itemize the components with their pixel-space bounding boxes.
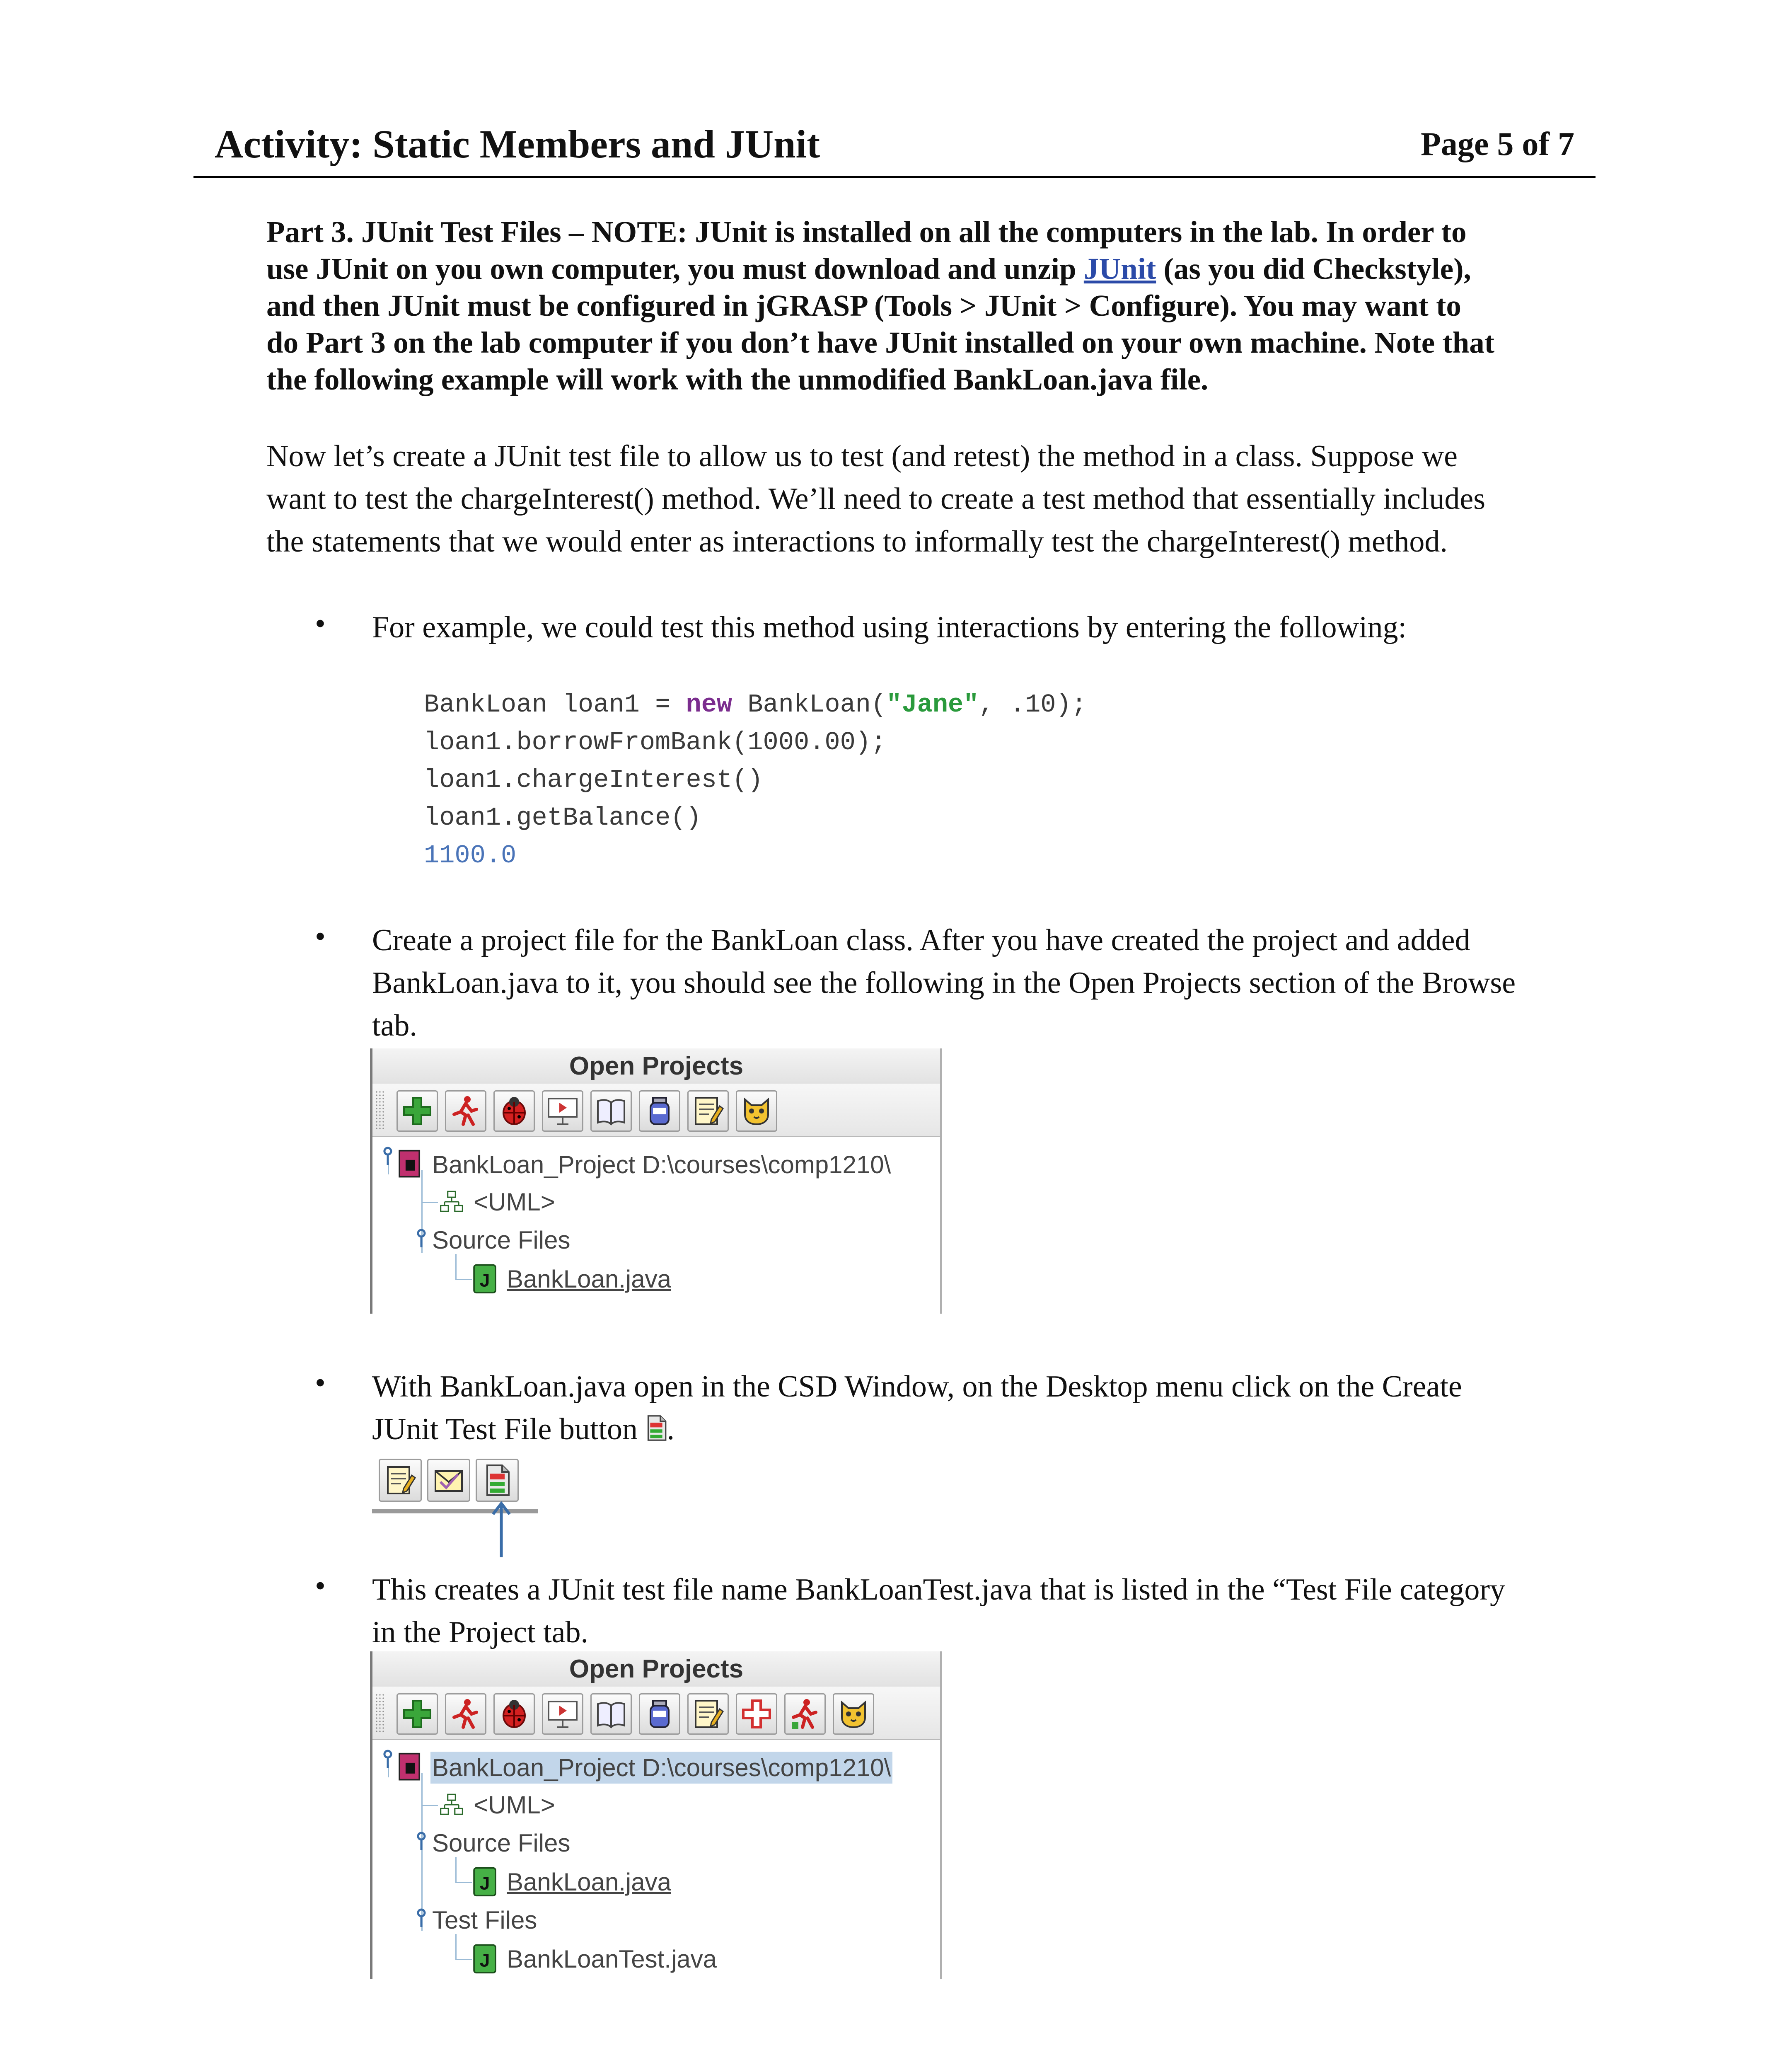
bullet-2-dot: • <box>315 920 326 954</box>
source-files-label: Source Files <box>432 1829 571 1857</box>
edit-test-button[interactable] <box>379 1459 422 1502</box>
run-button[interactable] <box>445 1693 486 1735</box>
bullet-4-line-2: in the Project tab. <box>372 1615 588 1649</box>
bullet-4-text <box>372 1569 1590 1654</box>
bullet-2-line-3: tab. <box>372 1009 417 1043</box>
present-button[interactable] <box>542 1090 583 1132</box>
add-red-icon <box>740 1697 773 1731</box>
jar-button[interactable] <box>639 1693 680 1735</box>
junit-link[interactable]: JUnit <box>1083 252 1156 286</box>
open-projects-panel-with-tests <box>370 1651 942 1979</box>
part3-line-4: do Part 3 on the lab computer if you don’t have JUnit installed on your own machine. Note that <box>266 326 1495 359</box>
code-line-1-a: BankLoan loan1 = <box>424 690 686 719</box>
debug-icon <box>498 1697 531 1731</box>
project-icon <box>397 1149 423 1180</box>
edit-icon <box>691 1094 725 1128</box>
panel-title: Open Projects <box>372 1651 940 1687</box>
create-junit-test-button[interactable] <box>476 1459 519 1502</box>
compile-test-icon <box>432 1464 465 1497</box>
debug-icon <box>498 1094 531 1128</box>
uml-node[interactable] <box>439 1786 557 1824</box>
part3-line-2-tail: (as you did Checkstyle), <box>1156 252 1471 286</box>
project-label: BankLoan_Project D:\courses\comp1210\ <box>430 1752 892 1784</box>
cat-icon <box>740 1094 773 1128</box>
code-line-1-c: , .10); <box>979 690 1087 719</box>
code-line-2: loan1.borrowFromBank(1000.00); <box>424 728 887 757</box>
bullet-3-text <box>372 1365 1590 1451</box>
expand-knob-icon[interactable] <box>415 1228 428 1248</box>
intro-paragraph <box>266 435 1580 563</box>
edit-icon <box>384 1464 417 1497</box>
part3-line-5: the following example will work with the unmodified BankLoan.java file. <box>266 363 1209 396</box>
uml-icon <box>439 1186 464 1217</box>
uml-label: <UML> <box>474 1791 555 1819</box>
create-junit-icon <box>481 1464 514 1497</box>
source-file-node[interactable] <box>472 1260 673 1298</box>
code-string-jane: "Jane" <box>886 690 979 719</box>
source-files-node[interactable] <box>430 1221 572 1259</box>
present-button[interactable] <box>542 1693 583 1735</box>
edit-button[interactable] <box>687 1693 729 1735</box>
book-icon <box>595 1697 628 1731</box>
edit-button[interactable] <box>687 1090 729 1132</box>
bullet-4-dot: • <box>315 1569 326 1603</box>
create-junit-icon <box>645 1414 667 1442</box>
test-file-node[interactable] <box>472 1940 718 1978</box>
documentation-button[interactable] <box>590 1090 632 1132</box>
add-icon <box>401 1697 434 1731</box>
toolbar-grip[interactable] <box>375 1090 384 1130</box>
project-node[interactable] <box>397 1748 892 1786</box>
code-line-3: loan1.chargeInterest() <box>424 765 763 795</box>
test-files-node[interactable] <box>430 1901 539 1939</box>
uml-node[interactable] <box>439 1183 557 1221</box>
arrow-up-icon <box>489 1500 514 1558</box>
code-block <box>424 686 1087 874</box>
bullet-1-text <box>372 606 1590 649</box>
part3-note <box>266 213 1580 398</box>
source-files-node[interactable] <box>430 1824 572 1862</box>
bullet-2-line-2: BankLoan.java to it, you should see the following in the Open Projects section of the Browse <box>372 966 1516 1000</box>
checkstyle-button[interactable] <box>736 1090 777 1132</box>
uml-label: <UML> <box>474 1188 555 1216</box>
code-keyword-new: new <box>686 690 733 719</box>
expand-knob-icon[interactable] <box>382 1749 394 1769</box>
open-projects-panel <box>370 1048 942 1314</box>
intro-line-2: want to test the chargeInterest() method. We’ll need to create a test method that essentially includes <box>266 482 1486 516</box>
run-green-icon <box>788 1697 822 1731</box>
bullet-2-line-1: Create a project file for the BankLoan class. After you have created the project and added <box>372 923 1470 957</box>
bullet-2-text <box>372 919 1590 1047</box>
project-icon <box>397 1752 423 1783</box>
source-file-label: BankLoan.java <box>507 1265 671 1293</box>
run-icon <box>449 1094 482 1128</box>
expand-knob-icon[interactable] <box>415 1831 428 1851</box>
header-page-number: Page 5 of 7 <box>1420 126 1574 162</box>
jar-icon <box>643 1094 676 1128</box>
bullet-3-dot: • <box>315 1366 326 1400</box>
project-label: BankLoan_Project D:\courses\comp1210\ <box>432 1150 891 1179</box>
run-button[interactable] <box>445 1090 486 1132</box>
compile-test-button[interactable] <box>427 1459 470 1502</box>
bullet-3-line-2-text: JUnit Test File button <box>372 1412 638 1446</box>
projects-toolbar <box>372 1084 940 1137</box>
source-file-node[interactable] <box>472 1863 673 1901</box>
toolbar-grip[interactable] <box>375 1693 384 1733</box>
add-project-button[interactable] <box>396 1693 438 1735</box>
documentation-button[interactable] <box>590 1693 632 1735</box>
projects-toolbar <box>372 1687 940 1740</box>
source-file-label: BankLoan.java <box>507 1868 671 1896</box>
uml-icon <box>439 1789 464 1820</box>
run-tests-button[interactable] <box>784 1693 826 1735</box>
bullet-3-line-2-end: . <box>667 1412 675 1446</box>
bullet-1-dot: • <box>315 607 326 641</box>
expand-knob-icon[interactable] <box>415 1908 428 1928</box>
present-icon <box>546 1697 579 1731</box>
header-rule <box>193 176 1596 178</box>
test-file-label: BankLoanTest.java <box>507 1945 717 1973</box>
add-icon <box>401 1094 434 1128</box>
code-line-1 <box>424 686 1087 724</box>
intro-line-1: Now let’s create a JUnit test file to allow us to test (and retest) the method in a class. Suppose we <box>266 439 1458 473</box>
panel-title: Open Projects <box>372 1048 940 1084</box>
part3-line-1: Part 3. JUnit Test Files – NOTE: JUnit is installed on all the computers in the lab. In order to <box>266 215 1467 249</box>
part3-line-2-text: use JUnit on you own computer, you must download and unzip <box>266 252 1084 286</box>
book-icon <box>595 1094 628 1128</box>
debug-button[interactable] <box>493 1090 535 1132</box>
edit-icon <box>691 1697 725 1731</box>
debug-button[interactable] <box>493 1693 535 1735</box>
java-file-icon <box>472 1944 498 1974</box>
jar-icon <box>643 1697 676 1731</box>
jar-button[interactable] <box>639 1090 680 1132</box>
code-output: 1100.0 <box>424 841 517 870</box>
test-files-label: Test Files <box>432 1906 537 1934</box>
code-line-4: loan1.getBalance() <box>424 803 701 833</box>
add-project-button[interactable] <box>396 1090 438 1132</box>
header-title: Activity: Static Members and JUnit <box>215 122 820 166</box>
source-files-label: Source Files <box>432 1226 571 1254</box>
present-icon <box>546 1094 579 1128</box>
bullet-3-line-1: With BankLoan.java open in the CSD Window, on the Desktop menu click on the Create <box>372 1370 1462 1404</box>
java-file-icon <box>472 1264 498 1294</box>
bullet-3-line-2 <box>372 1408 1590 1451</box>
cat-icon <box>837 1697 870 1731</box>
part3-line-2 <box>266 250 1580 287</box>
project-node[interactable] <box>397 1145 892 1184</box>
java-file-icon <box>472 1866 498 1897</box>
bullet-4-line-1: This creates a JUnit test file name BankLoanTest.java that is listed in the “Test File category <box>372 1573 1506 1607</box>
checkstyle-button[interactable] <box>833 1693 874 1735</box>
junit-button[interactable] <box>736 1693 777 1735</box>
run-icon <box>449 1697 482 1731</box>
bullet-1-line-1: For example, we could test this method using interactions by entering the following: <box>372 610 1407 644</box>
part3-line-3: and then JUnit must be configured in jGRASP (Tools > JUnit > Configure). You may want to <box>266 289 1461 322</box>
code-line-1-b: BankLoan( <box>732 690 887 719</box>
intro-line-3: the statements that we would enter as interactions to informally test the chargeInterest() method. <box>266 525 1448 559</box>
expand-knob-icon[interactable] <box>382 1146 394 1166</box>
